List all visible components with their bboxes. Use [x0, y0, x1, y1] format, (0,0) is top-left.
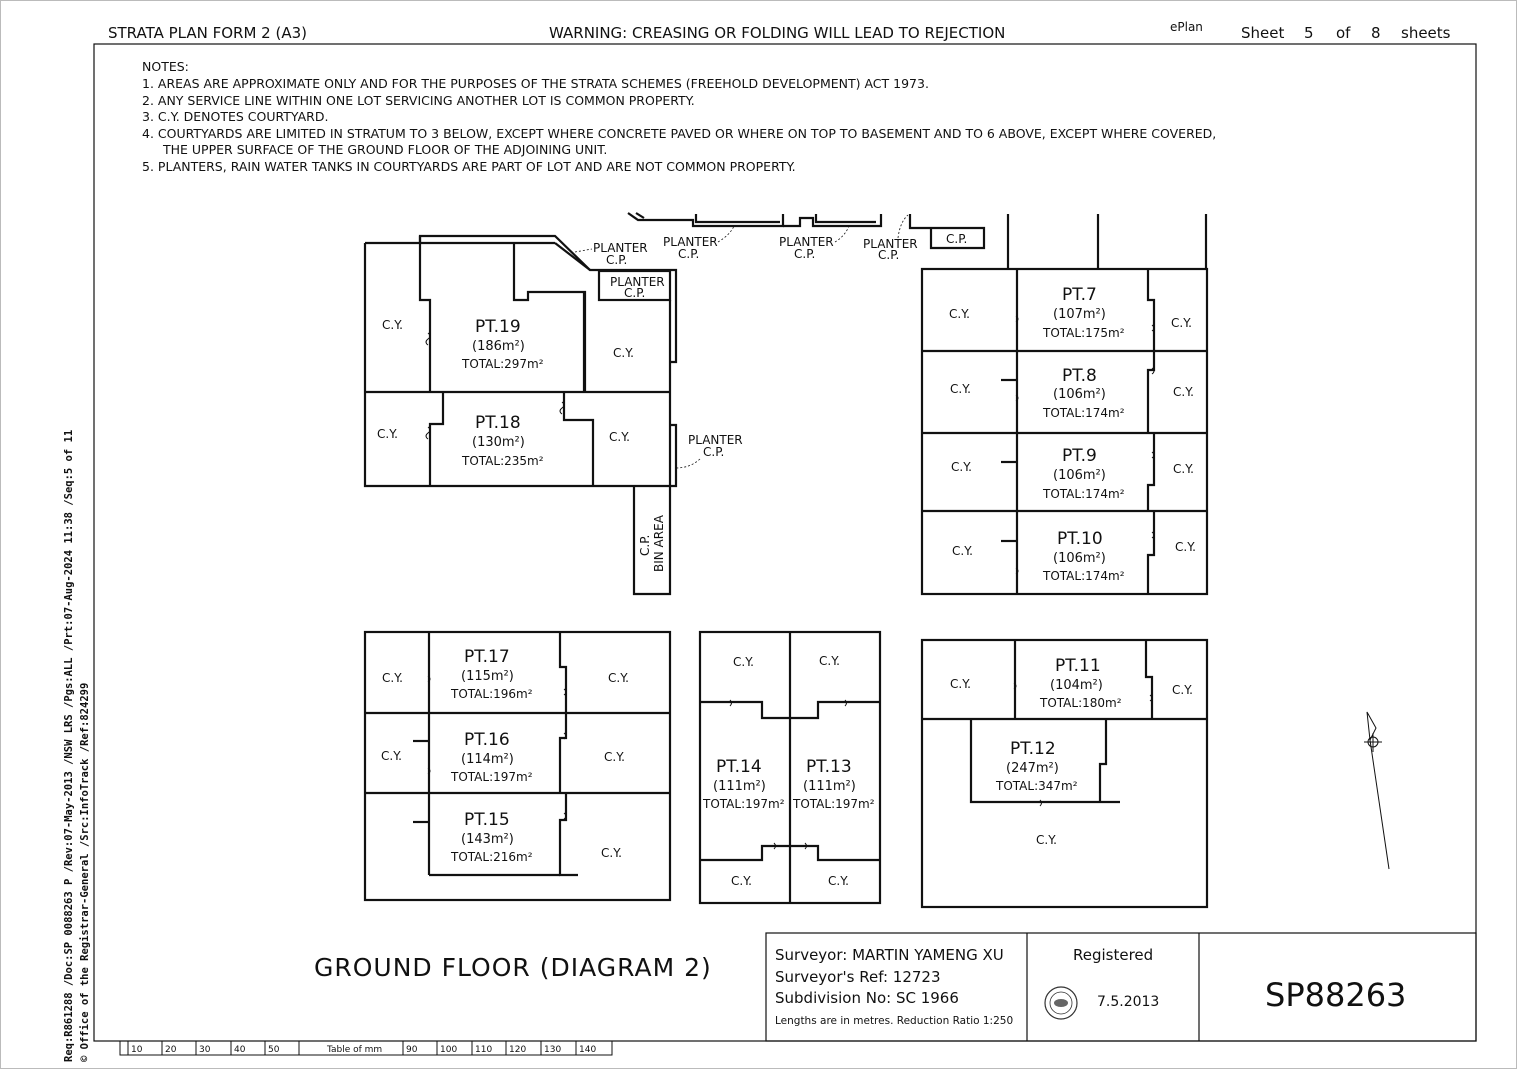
cy-label: C.Y. [1171, 316, 1192, 330]
planter-label: PLANTER [610, 275, 665, 289]
scale-tick: 30 [199, 1045, 211, 1055]
cy-label: C.Y. [377, 427, 398, 441]
sheets-word: sheets [1401, 24, 1451, 42]
lot-name: PT.18 [475, 413, 521, 433]
cy-label: C.Y. [382, 318, 403, 332]
scale-tick: 10 [131, 1045, 143, 1055]
cy-label: C.Y. [381, 749, 402, 763]
cy-label: C.Y. [609, 430, 630, 444]
lot-area: (115m²) [461, 669, 514, 684]
cy-label: C.Y. [731, 874, 752, 888]
lot-area: (130m²) [472, 435, 525, 450]
planter-label: PLANTER [863, 237, 918, 251]
lot-area: (143m²) [461, 832, 514, 847]
lot-total: TOTAL:180m² [1040, 696, 1122, 710]
cy-label: C.Y. [608, 671, 629, 685]
scale-tick: 90 [406, 1045, 418, 1055]
cy-label: C.Y. [733, 655, 754, 669]
scale-tick: 40 [234, 1045, 246, 1055]
registrar-seal-icon [1045, 987, 1077, 1019]
lot-total: TOTAL:174m² [1043, 487, 1125, 501]
eplan-label: ePlan [1170, 20, 1203, 34]
lot-area: (247m²) [1006, 761, 1059, 776]
cy-label: C.Y. [828, 874, 849, 888]
scale-tick: 20 [165, 1045, 177, 1055]
scale-tick: 100 [440, 1045, 458, 1055]
scale-tick: 110 [475, 1045, 493, 1055]
cy-label: C.Y. [604, 750, 625, 764]
lot-total: TOTAL:347m² [996, 779, 1078, 793]
note-3: 3. C.Y. DENOTES COURTYARD. [142, 109, 329, 124]
cp-label: C.P. [678, 247, 700, 261]
note-4-cont: THE UPPER SURFACE OF THE GROUND FLOOR OF THE ADJOINING UNIT. [163, 142, 608, 157]
lot-name: PT.15 [464, 810, 510, 830]
lot-total: TOTAL:197m² [451, 770, 533, 784]
lot-area: (114m²) [461, 752, 514, 767]
cy-label: C.Y. [1172, 683, 1193, 697]
lot-area: (106m²) [1053, 468, 1106, 483]
cp-label: C.P. [624, 286, 646, 300]
cp-label: C.P. [703, 445, 725, 459]
lot-total: TOTAL:235m² [462, 454, 544, 468]
warning-text: WARNING: CREASING OR FOLDING WILL LEAD TO REJECTION [549, 24, 1006, 42]
scale-tick: Table of mm [327, 1045, 383, 1055]
cy-label: C.Y. [613, 346, 634, 360]
lot-area: (106m²) [1053, 387, 1106, 402]
lot-area: (107m²) [1053, 307, 1106, 322]
lot-name: PT.8 [1062, 366, 1097, 386]
cy-label: C.Y. [382, 671, 403, 685]
lot-name: PT.19 [475, 317, 521, 337]
cp-label: C.P. [794, 247, 816, 261]
lot-area: (186m²) [472, 339, 525, 354]
lot-name: PT.9 [1062, 446, 1097, 466]
lot-total: TOTAL:196m² [451, 687, 533, 701]
scale-tick: 120 [509, 1045, 527, 1055]
cy-label: C.Y. [1173, 385, 1194, 399]
diagram-title: GROUND FLOOR (DIAGRAM 2) [314, 953, 712, 982]
registered-date: 7.5.2013 [1097, 994, 1160, 1010]
sheet-total: 8 [1371, 24, 1381, 42]
surveyor-name: Surveyor: MARTIN YAMENG XU [775, 946, 1004, 964]
sheet-number: 5 [1304, 24, 1314, 42]
cp-label: C.P. [946, 232, 968, 246]
form-label: STRATA PLAN FORM 2 (A3) [108, 24, 308, 42]
sheet-word: Sheet [1241, 24, 1285, 42]
subdivision-no: Subdivision No: SC 1966 [775, 989, 959, 1007]
side-margin-line1: Req:R861288 /Doc:SP 0088263 P /Rev:07-May-2013 /NSW LRS /Pgs:ALL /Prt:07-Aug-2024 11:38 /Seq:5 of 11 [63, 429, 75, 1062]
lot-area: (111m²) [713, 779, 766, 794]
scale-tick: 130 [544, 1045, 562, 1055]
lot-total: TOTAL:174m² [1043, 569, 1125, 583]
scale-tick: 140 [579, 1045, 597, 1055]
lot-name: PT.10 [1057, 529, 1103, 549]
cy-label: C.Y. [950, 382, 971, 396]
cy-label: C.Y. [1036, 833, 1057, 847]
bin-cp-label: C.P. [638, 534, 652, 556]
lot-name: PT.14 [716, 757, 762, 777]
lot-total: TOTAL:174m² [1043, 406, 1125, 420]
surveyor-ref: Surveyor's Ref: 12723 [775, 968, 941, 986]
lot-area: (104m²) [1050, 678, 1103, 693]
cy-label: C.Y. [950, 677, 971, 691]
note-2: 2. ANY SERVICE LINE WITHIN ONE LOT SERVICING ANOTHER LOT IS COMMON PROPERTY. [142, 93, 695, 108]
note-4: 4. COURTYARDS ARE LIMITED IN STRATUM TO 3 BELOW, EXCEPT WHERE CONCRETE PAVED OR WHERE ON TOP TO BASEMENT AND TO 6 ABOVE, EXCEPT WHERE COVERED, [142, 126, 1217, 141]
notes-heading: NOTES: [142, 59, 189, 74]
lot-total: TOTAL:297m² [462, 357, 544, 371]
plan-number: SP88263 [1265, 976, 1407, 1014]
side-margin-line2: © Office of the Registrar-General /Src:InfoTrack /Ref:824299 [79, 682, 91, 1062]
planter-label: PLANTER [593, 241, 648, 255]
lengths-note: Lengths are in metres. Reduction Ratio 1:250 [775, 1015, 1014, 1027]
cp-label: C.P. [878, 248, 900, 262]
scale-tick: 50 [268, 1045, 280, 1055]
registered-label: Registered [1073, 946, 1154, 964]
lot-area: (111m²) [803, 779, 856, 794]
cy-label: C.Y. [1173, 462, 1194, 476]
cp-label: C.P. [606, 253, 628, 267]
lot-name: PT.11 [1055, 656, 1101, 676]
lot-total: TOTAL:197m² [703, 797, 785, 811]
planter-label: PLANTER [779, 235, 834, 249]
planter-label: PLANTER [688, 433, 743, 447]
lot-name: PT.17 [464, 647, 510, 667]
cy-label: C.Y. [952, 544, 973, 558]
note-5: 5. PLANTERS, RAIN WATER TANKS IN COURTYARDS ARE PART OF LOT AND ARE NOT COMMON PROPERTY. [142, 159, 796, 174]
lot-name: PT.7 [1062, 285, 1097, 305]
lot-total: TOTAL:197m² [793, 797, 875, 811]
of-word: of [1336, 24, 1351, 42]
lot-name: PT.16 [464, 730, 510, 750]
cy-label: C.Y. [1175, 540, 1196, 554]
bin-area-label: BIN AREA [652, 515, 666, 572]
cy-label: C.Y. [819, 654, 840, 668]
lot-total: TOTAL:216m² [451, 850, 533, 864]
planter-label: PLANTER [663, 235, 718, 249]
cy-label: C.Y. [601, 846, 622, 860]
lot-name: PT.12 [1010, 739, 1056, 759]
cy-label: C.Y. [951, 460, 972, 474]
cy-label: C.Y. [949, 307, 970, 321]
note-1: 1. AREAS ARE APPROXIMATE ONLY AND FOR THE PURPOSES OF THE STRATA SCHEMES (FREEHOLD DEVELOPMENT) ACT 1973. [142, 76, 929, 91]
lot-total: TOTAL:175m² [1043, 326, 1125, 340]
lot-name: PT.13 [806, 757, 852, 777]
lot-area: (106m²) [1053, 551, 1106, 566]
